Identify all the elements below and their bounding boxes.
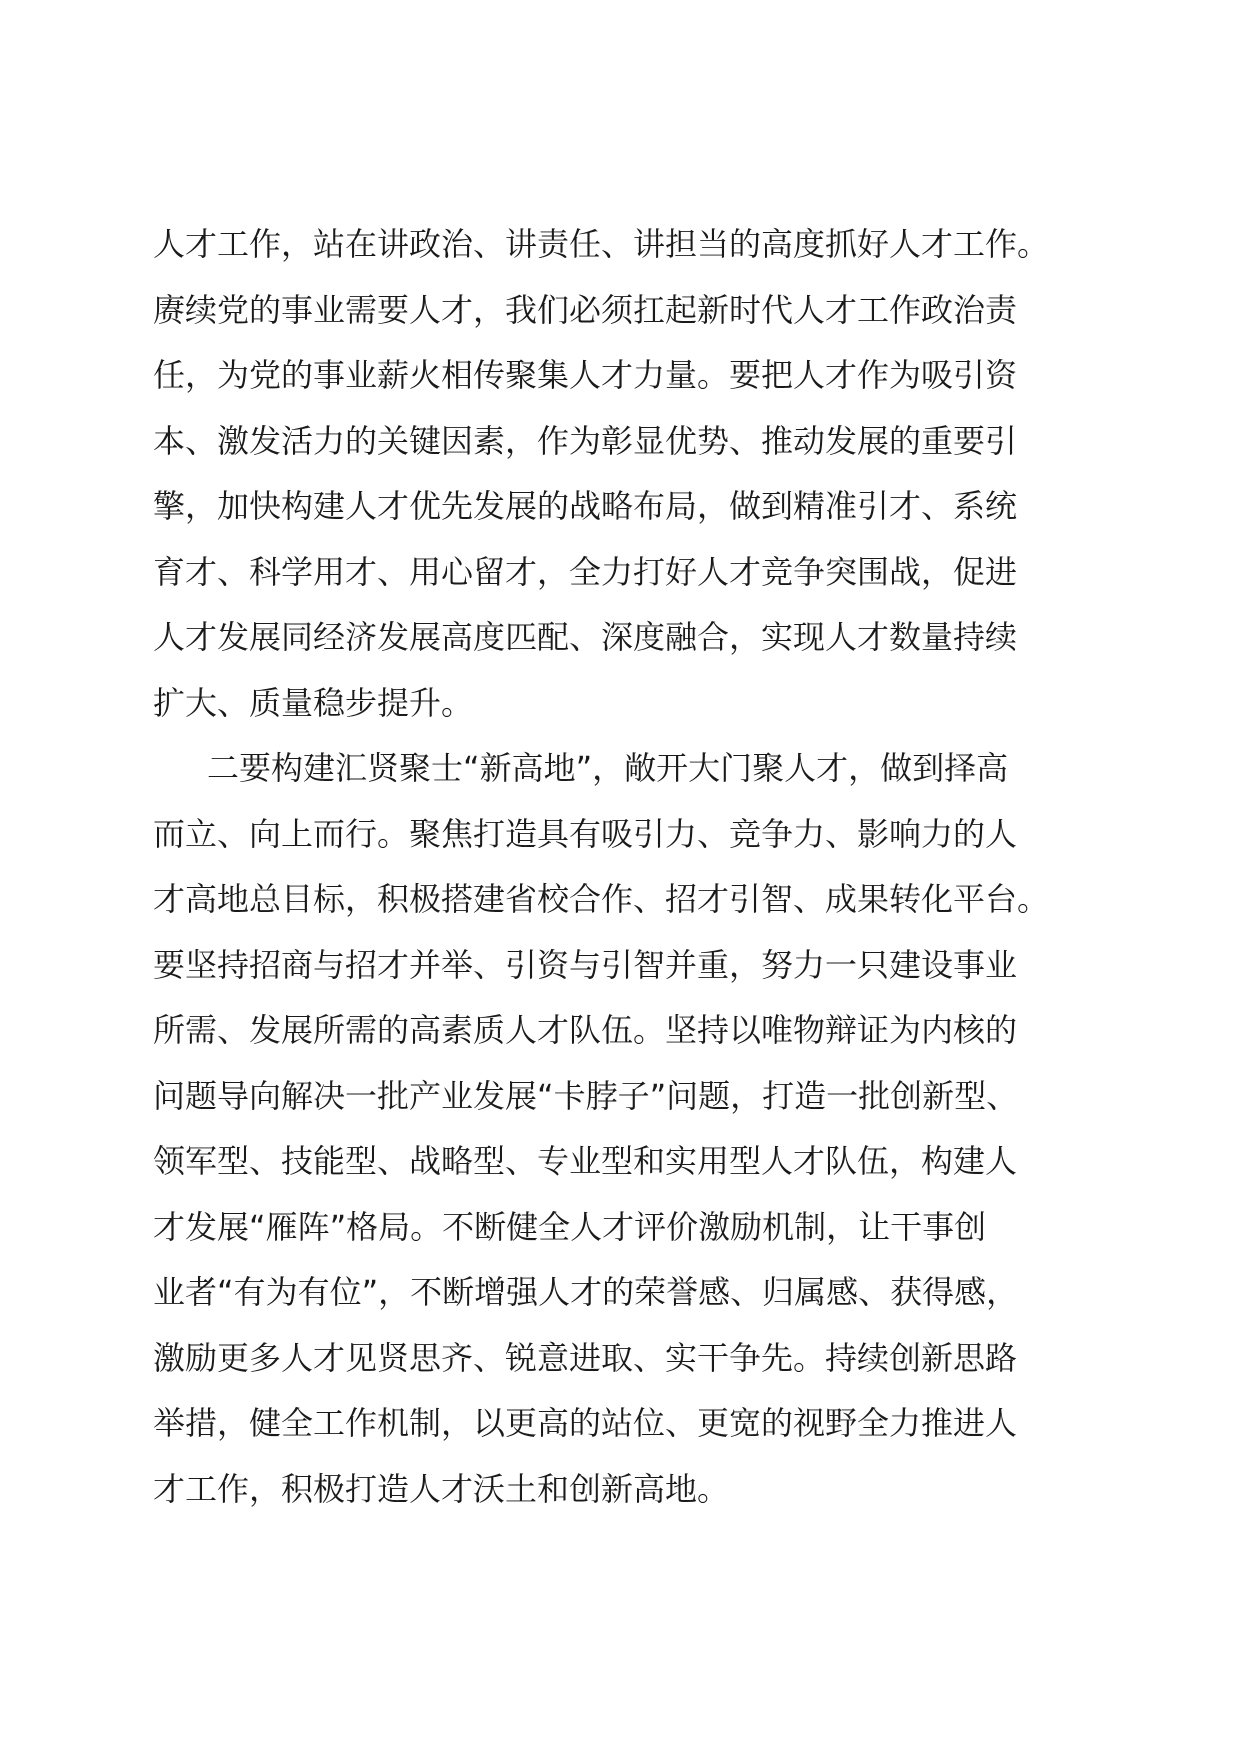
text-line: 本、激发活力的关键因素，作为彰显优势、推动发展的重要引 (153, 421, 1018, 460)
text-line: 赓续党的事业需要人才，我们必须扛起新时代人才工作政治责 (153, 290, 1018, 329)
text-line: 人才工作，站在讲政治、讲责任、讲担当的高度抓好人才工作。 (153, 225, 1050, 263)
text-line: 而立、向上而行。聚焦打造具有吸引力、竞争力、影响力的人 (153, 814, 1018, 853)
text-line: 激励更多人才见贤思齐、锐意进取、实干争先。持续创新思路 (153, 1338, 1018, 1377)
paragraph-2 (153, 736, 1113, 1522)
text-line: 才高地总目标，积极搭建省校合作、招才引智、成果转化平台。 (153, 880, 1050, 918)
text-line: 才工作，积极打造人才沃土和创新高地。 (153, 1469, 730, 1508)
text-line: 所需、发展所需的高素质人才队伍。坚持以唯物辩证为内核的 (153, 1011, 1018, 1049)
text-line: 人才发展同经济发展高度匹配、深度融合，实现人才数量持续 (153, 618, 1018, 656)
text-line: 育才、科学用才、用心留才，全力打好人才竞争突围战，促进 (153, 552, 1018, 591)
body-text (153, 212, 1113, 1522)
text-line: 业者“有为有位”，不断增强人才的荣誉感、归属感、获得感， (153, 1273, 1019, 1311)
text-line: 扩大、质量稳步提升。 (153, 683, 474, 722)
text-line: 领军型、技能型、战略型、专业型和实用型人才队伍，构建人 (153, 1142, 1018, 1180)
text-line: 才发展“雁阵”格局。不断健全人才评价激励机制，让干事创 (153, 1207, 987, 1246)
text-line: 举措，健全工作机制，以更高的站位、更宽的视野全力推进人 (153, 1404, 1018, 1442)
text-line: 任，为党的事业薪火相传聚集人才力量。要把人才作为吸引资 (153, 356, 1018, 394)
text-line: 擎，加快构建人才优先发展的战略布局，做到精准引才、系统 (153, 487, 1018, 525)
text-line: 要坚持招商与招才并举、引资与引智并重，努力一只建设事业 (153, 945, 1018, 984)
text-line: 二要构建汇贤聚士“新高地”，敞开大门聚人才，做到择高 (207, 749, 1009, 787)
paragraph-1 (153, 212, 1113, 736)
text-line: 问题导向解决一批产业发展“卡脖子”问题，打造一批创新型、 (153, 1076, 1019, 1115)
